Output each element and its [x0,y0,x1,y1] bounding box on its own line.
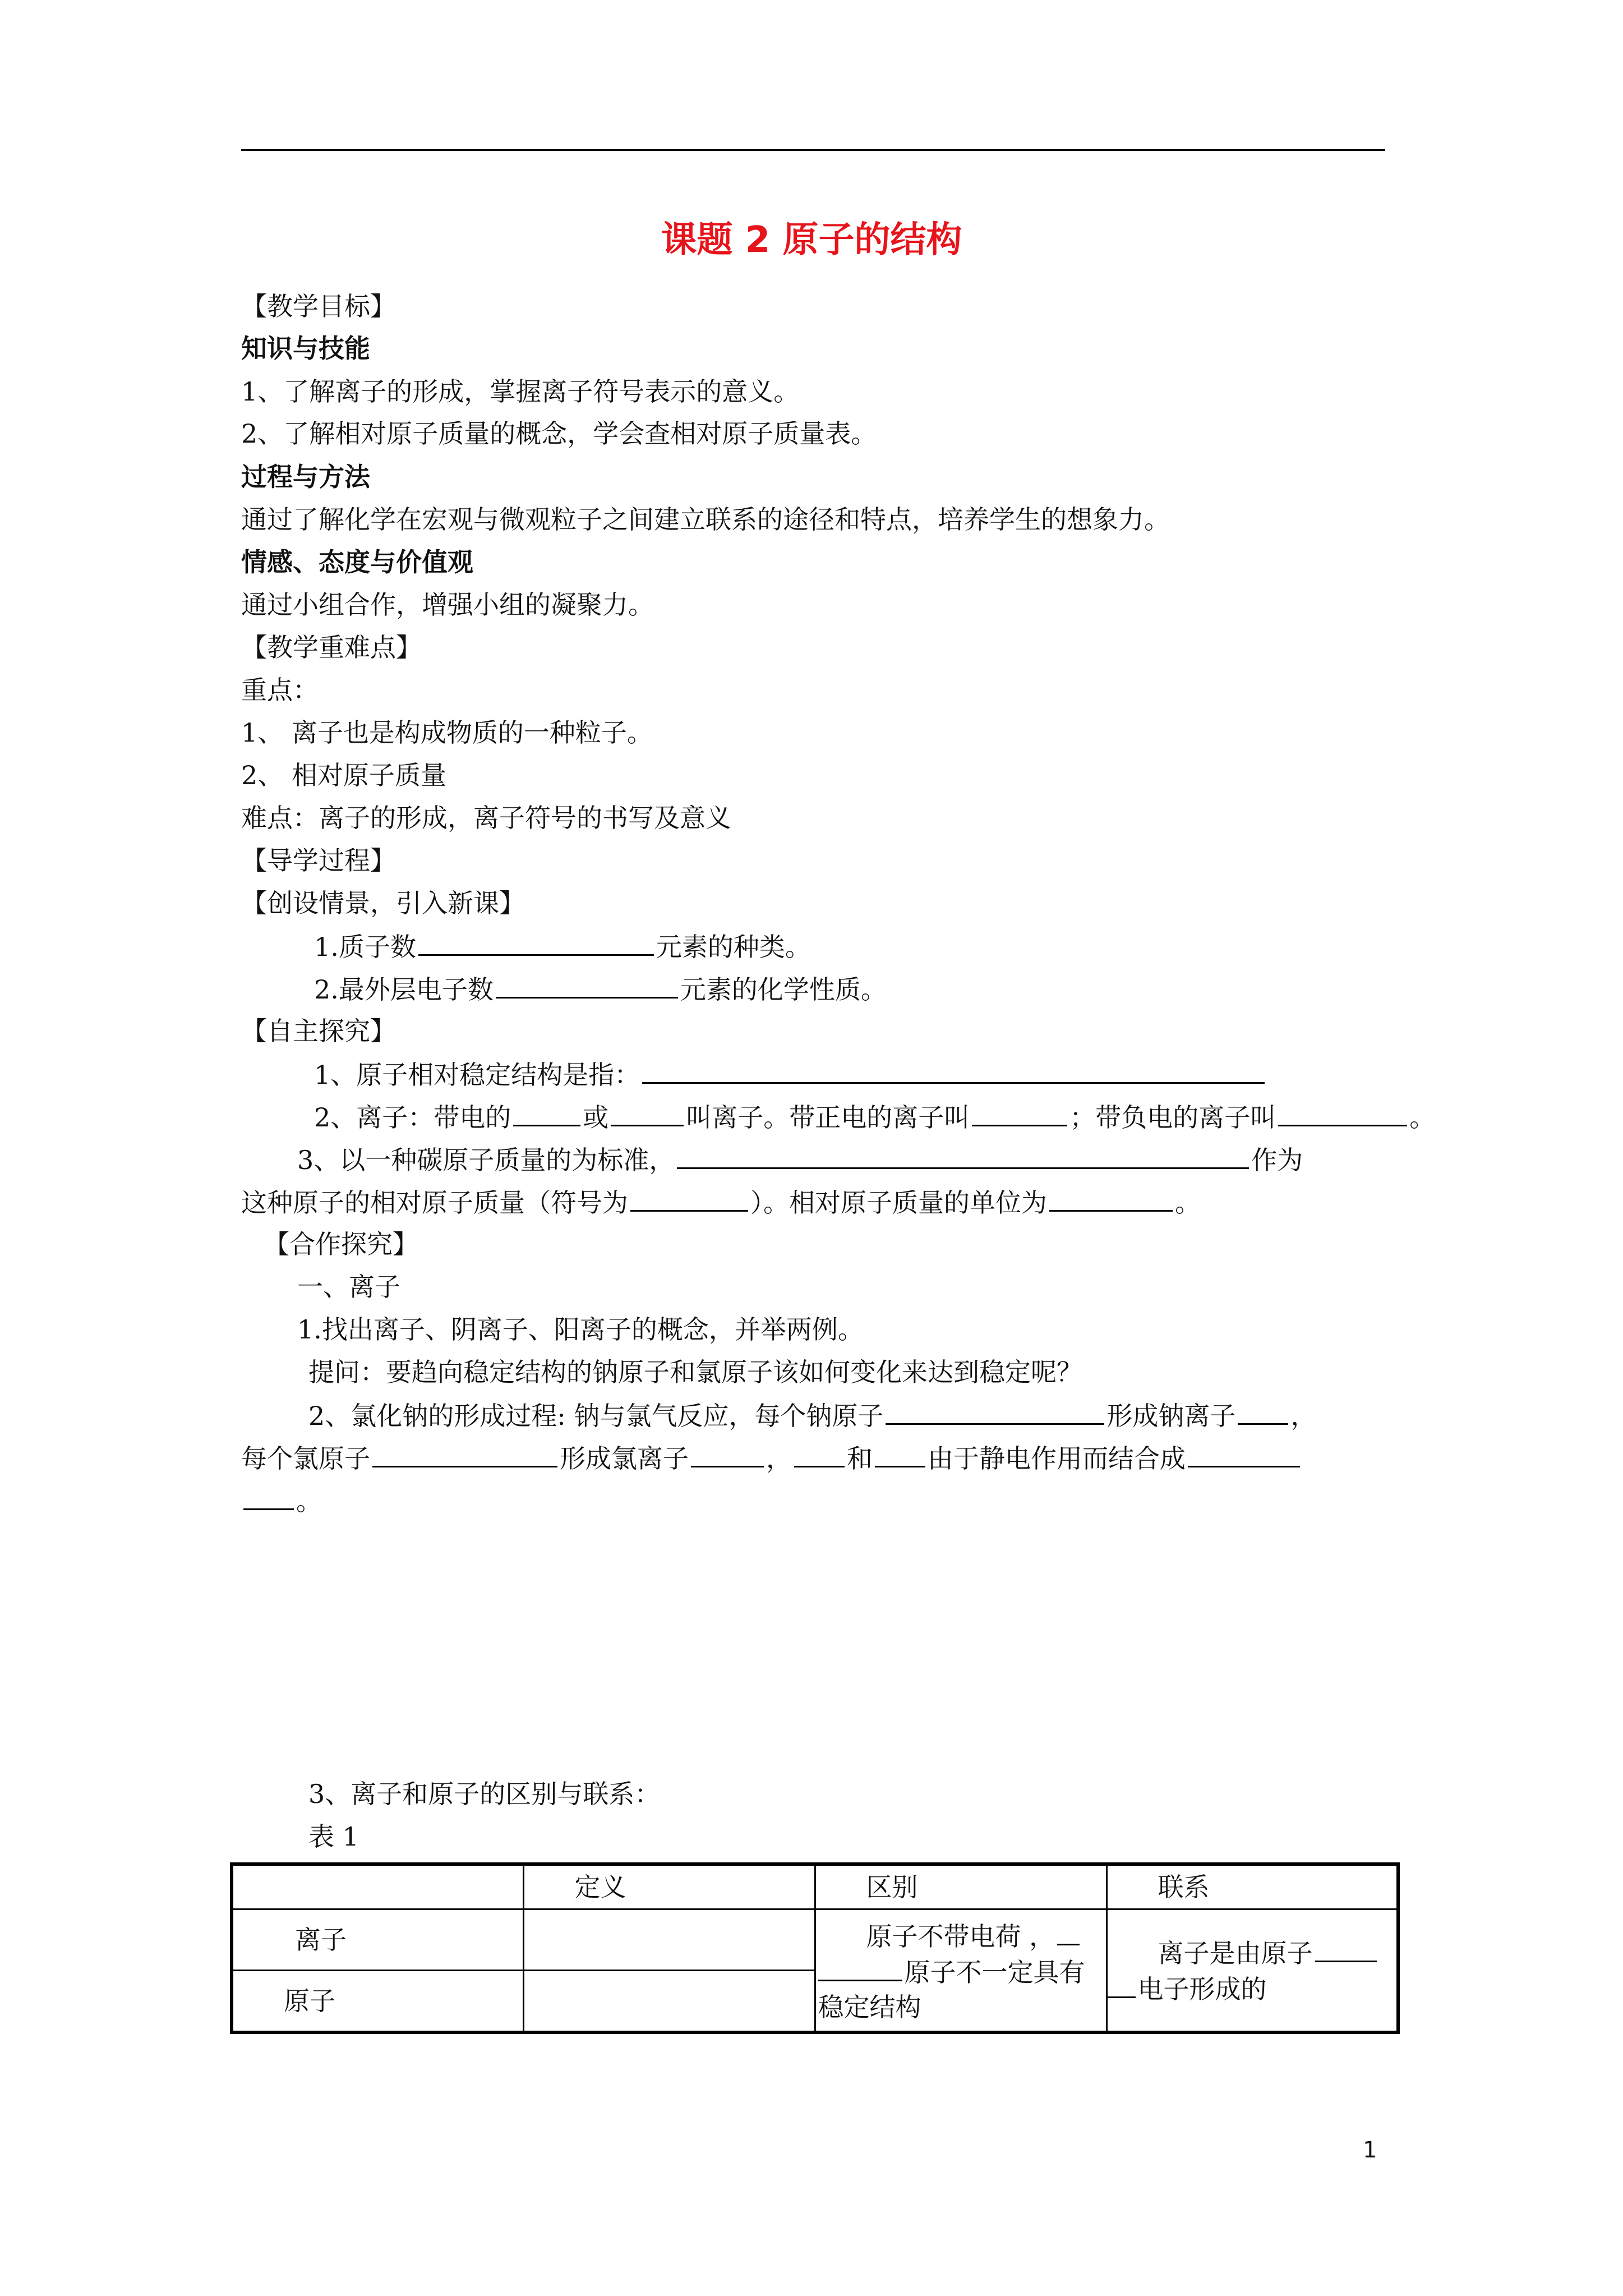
emotion-text: 通过小组合作，增强小组的凝聚力。 [241,590,654,620]
fill-blank[interactable] [886,1397,1104,1425]
self-study-item-3-cont: 这种原子的相对原子质量（符号为 ）。相对原子质量的单位为 。 [241,1184,1201,1220]
fill-blank[interactable] [677,1142,1249,1169]
table-header-cell: 定义 [523,1864,815,1910]
fill-blank[interactable] [691,1440,764,1467]
coop-section-ions: 一、离子 [297,1272,400,1302]
knowledge-item-2: 2、了解相对原子质量的概念，学会查相对原子质量表。 [241,418,877,449]
coop-item-1: 1.找出离子、阴离子、阳离子的概念，并举两例。 [297,1314,864,1345]
fill-blank[interactable] [1057,1918,1080,1945]
fill-blank[interactable] [243,1483,294,1510]
self-study-item-1: 1、原子相对稳定结构是指： [314,1056,1267,1092]
fill-blank[interactable] [972,1099,1067,1126]
row-label-ion: 离子 [232,1910,523,1971]
focus-label: 重点： [241,675,319,705]
fill-blank[interactable] [418,928,654,956]
table-header-row [232,1864,1398,1910]
difference-cell: 原子不带电荷 ， 原子不一定具有 稳定结构 [815,1910,1106,2033]
fill-blank[interactable] [818,1954,902,1981]
ion-atom-comparison-table [230,1862,1400,2034]
table-label: 表 1 [308,1821,359,1852]
coop-item-2-cont: 每个氯原子 形成氯离子 ， 和 由于静电作用而结合成 [241,1440,1302,1476]
knowledge-item-1: 1、了解离子的形成，掌握离子符号表示的意义。 [241,376,800,407]
coop-item-3: 3、离子和原子的区别与联系： [308,1779,661,1809]
guided-process-heading: 【导学过程】 [241,845,396,876]
self-study-heading: 【自主探究】 [241,1016,396,1046]
self-study-item-2: 2、离子：带电的 或 叫离子。带正电的离子叫 ；带负电的离子叫 。 [314,1099,1435,1135]
row-label-atom: 原子 [232,1971,523,2033]
table-row [232,1910,1398,1971]
table-header-cell [232,1864,523,1910]
fill-blank[interactable] [372,1440,557,1467]
process-method-heading: 过程与方法 [241,462,370,492]
emotion-heading: 情感、态度与价值观 [241,547,473,577]
header-rule [241,149,1385,151]
coop-item-2-end: 。 [241,1483,322,1519]
fill-blank[interactable] [875,1440,925,1467]
intro-item-2: 2.最外层电子数 元素的化学性质。 [314,971,887,1007]
relation-cell: 离子是由原子 电子形成的 [1106,1910,1398,2033]
fill-blank[interactable] [1238,1397,1288,1425]
intro-item-1: 1.质子数 元素的种类。 [314,928,811,964]
fill-blank[interactable] [513,1099,580,1126]
fill-blank[interactable] [642,1056,1265,1084]
coop-heading: 【合作探究】 [264,1229,418,1259]
definition-cell-ion[interactable] [523,1910,815,1971]
table-header-cell: 联系 [1106,1864,1398,1910]
page-title: 课题 2 原子的结构 [661,219,962,261]
coop-item-2: 2、氯化钠的形成过程: 钠与氯气反应，每个钠原子 形成钠离子 ， [308,1397,1316,1433]
focus-item-2: 2、 相对原子质量 [241,760,446,790]
intro-heading: 【创设情景，引入新课】 [241,888,525,918]
fill-blank[interactable] [1315,1935,1377,1962]
fill-blank[interactable] [794,1440,845,1467]
difficulty-text: 难点：离子的形成，离子符号的书写及意义 [241,803,731,833]
knowledge-heading: 知识与技能 [241,333,370,364]
fill-blank[interactable] [1188,1440,1300,1467]
fill-blank[interactable] [1108,1971,1136,1998]
table-header-cell: 区别 [815,1864,1106,1910]
fill-blank[interactable] [630,1184,748,1212]
fill-blank[interactable] [1049,1184,1173,1212]
key-points-heading: 【教学重难点】 [241,632,422,662]
definition-cell-atom[interactable] [523,1971,815,2033]
coop-question: 提问：要趋向稳定结构的钠原子和氯原子该如何变化来达到稳定呢？ [308,1357,1082,1387]
process-method-text: 通过了解化学在宏观与微观粒子之间建立联系的途径和特点，培养学生的想象力。 [241,504,1170,535]
focus-item-1: 1、 离子也是构成物质的一种粒子。 [241,717,653,748]
self-study-item-3: 3、以一种碳原子质量的为标准， 作为 [297,1142,1303,1177]
objectives-heading: 【教学目标】 [241,291,396,321]
page-number: 1 [1363,2137,1377,2163]
fill-blank[interactable] [496,971,678,999]
fill-blank[interactable] [611,1099,684,1126]
fill-blank[interactable] [1278,1099,1407,1126]
